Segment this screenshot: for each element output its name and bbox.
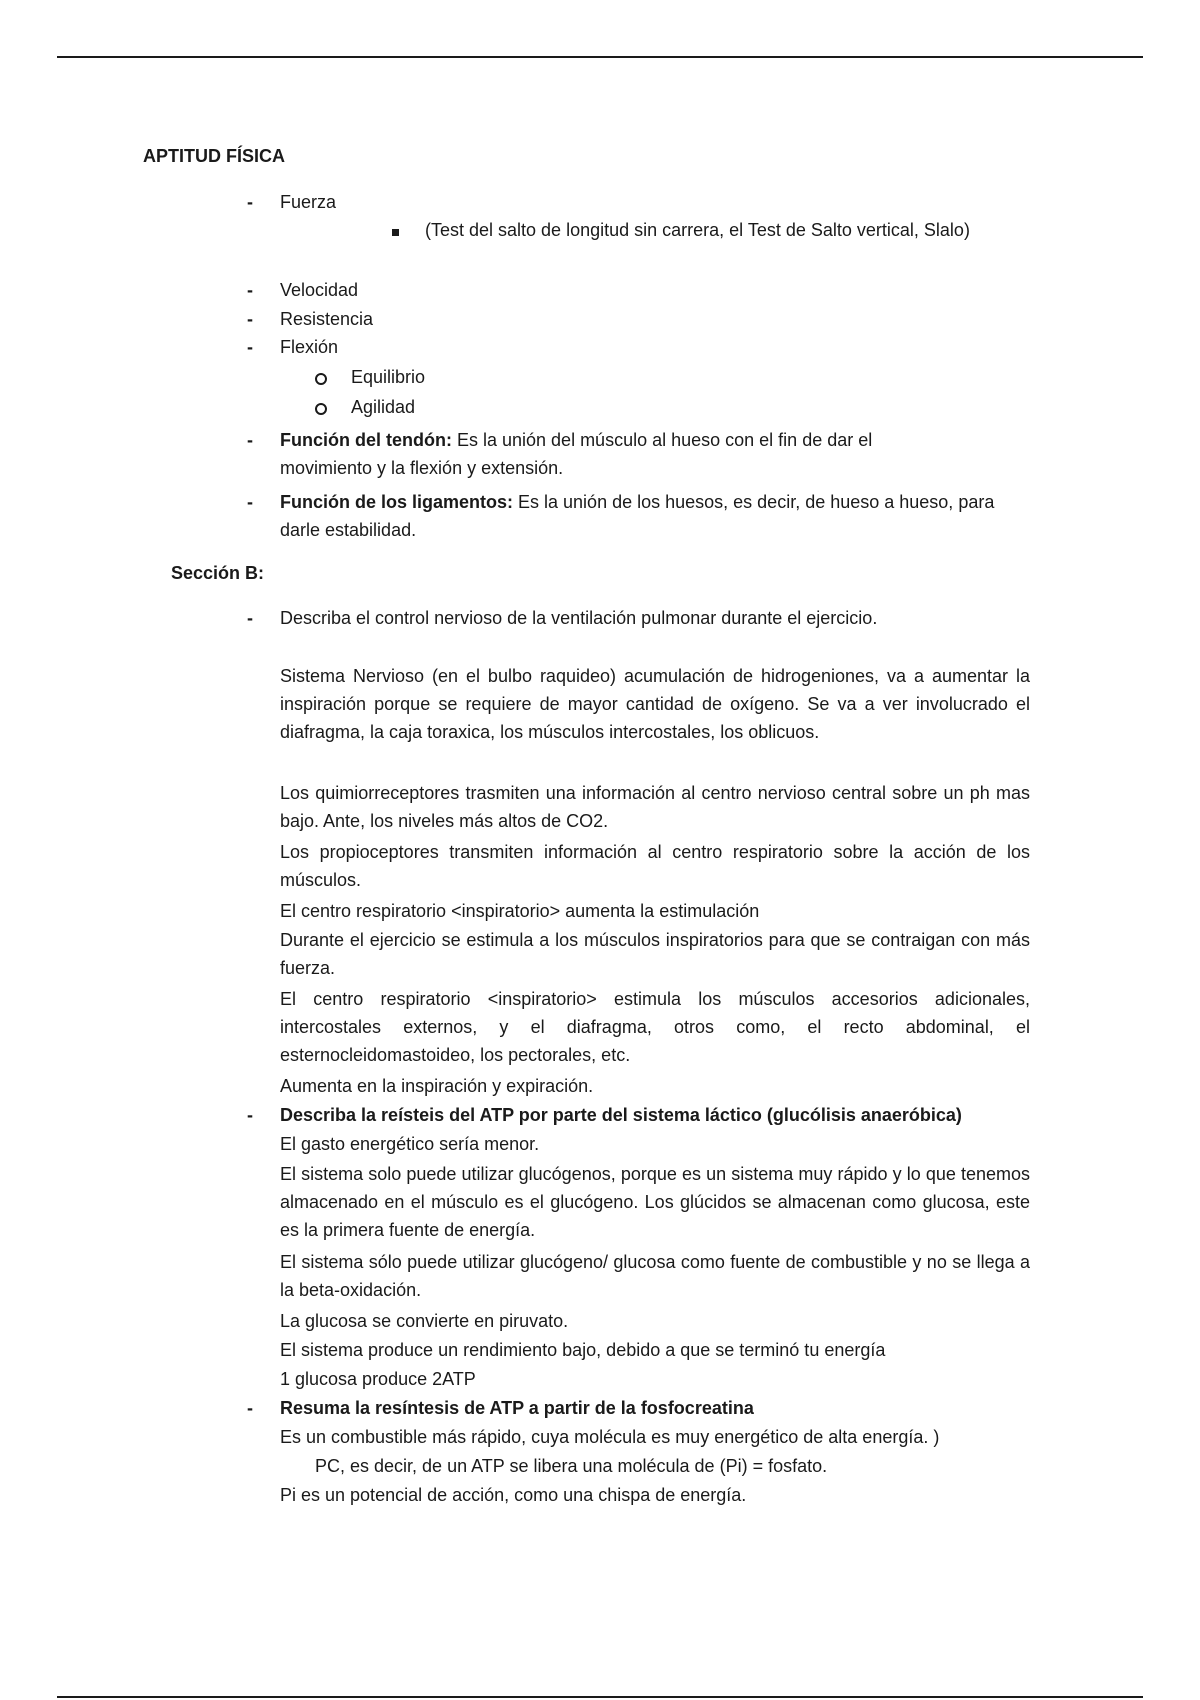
- q2-paragraph: El sistema sólo puede utilizar glucógeno/ glucosa como fuente de combustible y no se llega a la beta-oxidación.: [280, 1252, 1030, 1300]
- q1-paragraph: Durante el ejercicio se estimula a los músculos inspiratorios para que se contraigan con más fuerza.: [280, 930, 1030, 978]
- item-text: Velocidad: [280, 280, 359, 300]
- q3-paragraph: Pi es un potencial de acción, como una chispa de energía.: [280, 1485, 747, 1505]
- list-item-tendon: [247, 426, 960, 482]
- list-item-ligamentos: [247, 488, 1020, 544]
- dash-bullet: -: [247, 430, 253, 450]
- q2-paragraph: El gasto energético sería menor.: [280, 1134, 540, 1154]
- question-3: [247, 1394, 1030, 1422]
- footer-rule: [57, 1696, 1143, 1698]
- list-item-velocidad: [247, 276, 1030, 304]
- q1-paragraph: El centro respiratorio <inspiratorio> estimula los músculos accesorios adicionales, intercostales externos, y el diafragma, otros como, el recto abdominal, el esternocleidomastoideo, los pectorales, etc.: [280, 989, 1030, 1065]
- q2-paragraph: La glucosa se convierte en piruvato.: [280, 1311, 569, 1331]
- dash-bullet: -: [247, 280, 253, 300]
- sub-item-equilibrio: [0, 363, 1200, 391]
- dash-bullet: -: [247, 1398, 253, 1418]
- page-title: APTITUD FÍSICA: [143, 146, 285, 166]
- q1-paragraph: Los propioceptores transmiten información al centro respiratorio sobre la acción de los músculos.: [280, 842, 1030, 890]
- sub-item-agilidad: [0, 393, 1200, 421]
- q2-paragraph: El sistema solo puede utilizar glucógenos, porque es un sistema muy rápido y lo que tenemos almacenado en el músculo es el glucógeno. Los glúcidos se almacenan como glucosa, este es la primera fuente de energía.: [280, 1164, 1030, 1240]
- dash-bullet: -: [247, 192, 253, 212]
- header-rule: [57, 56, 1143, 58]
- q1-paragraph: El centro respiratorio <inspiratorio> aumenta la estimulación: [280, 901, 760, 921]
- circle-bullet-icon: [315, 403, 327, 415]
- q2-paragraph: 1 glucosa produce 2ATP: [280, 1369, 476, 1389]
- dash-bullet: -: [247, 337, 253, 357]
- sub-item-text: Agilidad: [351, 397, 416, 417]
- question-text: Describa la reísteis del ATP por parte del sistema láctico (glucólisis anaeróbica): [280, 1105, 962, 1125]
- item-text: Fuerza: [280, 192, 337, 212]
- item-text: Flexión: [280, 337, 339, 357]
- square-bullet-icon: [392, 229, 399, 236]
- q1-paragraph: Los quimiorreceptores trasmiten una información al centro nervioso central sobre un ph mas bajo. Ante, los niveles más altos de CO2.: [280, 783, 1030, 831]
- fuerza-tests-text: (Test del salto de longitud sin carrera, el Test de Salto vertical, Slalo): [425, 220, 970, 240]
- ligamentos-text: Es la unión de los huesos, es decir, de hueso a hueso, para darle estabilidad.: [280, 492, 995, 540]
- tendon-label: Función del tendón:: [280, 430, 452, 450]
- question-1: [247, 604, 1030, 632]
- list-item-resistencia: [247, 305, 1030, 333]
- q1-paragraph: Sistema Nervioso (en el bulbo raquideo) acumulación de hidrogeniones, va a aumentar la inspiración porque se requiere de mayor cantidad de oxígeno. Se va a ver involucrado el diafragma, la caja toraxica, los músculos intercostales, los oblicuos.: [280, 666, 1030, 742]
- section-heading: Sección B:: [171, 563, 265, 583]
- ligamentos-label: Función de los ligamentos:: [280, 492, 514, 512]
- question-text: Describa el control nervioso de la ventilación pulmonar durante el ejercicio.: [280, 608, 878, 628]
- q3-paragraph: Es un combustible más rápido, cuya molécula es muy energético de alta energía. ): [280, 1427, 940, 1447]
- sub-item-text: Equilibrio: [351, 367, 426, 387]
- dash-bullet: -: [247, 309, 253, 329]
- list-item-fuerza: [247, 188, 1030, 216]
- circle-bullet-icon: [315, 373, 327, 385]
- q3-paragraph: PC, es decir, de un ATP se libera una molécula de (Pi) = fosfato.: [315, 1456, 828, 1476]
- question-2: [247, 1101, 1030, 1129]
- tendon-text: Es la unión del músculo al hueso con el fin de dar el movimiento y la flexión y extensión.: [280, 430, 873, 478]
- question-text: Resuma la resíntesis de ATP a partir de la fosfocreatina: [280, 1398, 754, 1418]
- dash-bullet: -: [247, 608, 253, 628]
- q2-paragraph: El sistema produce un rendimiento bajo, debido a que se terminó tu energía: [280, 1340, 886, 1360]
- dash-bullet: -: [247, 1105, 253, 1125]
- q1-paragraph: Aumenta en la inspiración y expiración.: [280, 1076, 594, 1096]
- list-item-flexion: [247, 333, 1030, 361]
- dash-bullet: -: [247, 492, 253, 512]
- item-text: Resistencia: [280, 309, 374, 329]
